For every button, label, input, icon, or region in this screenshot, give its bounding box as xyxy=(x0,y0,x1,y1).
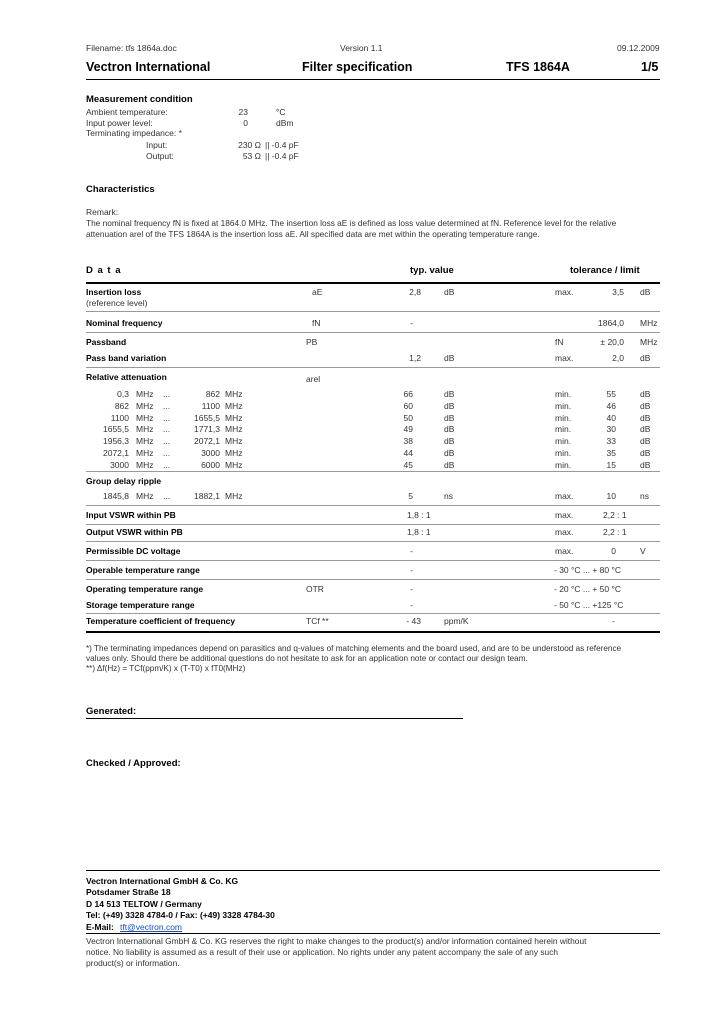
passvar-lim: 2,0 xyxy=(612,353,624,363)
measurement-title: Measurement condition xyxy=(86,94,193,105)
attenuation-u1: MHz xyxy=(136,412,154,423)
groupdelay-dots: ... xyxy=(163,491,171,501)
attenuation-u1: MHz xyxy=(136,448,154,458)
attenuation-lim: 15 xyxy=(606,459,616,470)
footer-company: Vectron International GmbH & Co. KG xyxy=(86,876,239,886)
dc-lim-unit: V xyxy=(640,546,646,556)
attenuation-u1: MHz xyxy=(136,389,154,399)
ambient-unit: °C xyxy=(276,107,286,117)
out-vswr-lim: 2,2 : 1 xyxy=(603,527,627,537)
attenuation-f1: 862 xyxy=(114,400,129,411)
row-rule xyxy=(86,613,660,614)
table-head-rule xyxy=(86,282,660,284)
insertion-label: Insertion loss xyxy=(86,287,142,297)
note-2: values only. Should there be additional questions do not hesitate to ask for an application note or contact our design team. xyxy=(86,654,528,663)
attenuation-lim-unit: dB xyxy=(640,459,651,470)
row-rule xyxy=(86,524,660,525)
tcf-lim: - xyxy=(612,616,615,626)
attenuation-kind: min. xyxy=(555,400,572,411)
attenuation-lim-unit: dB xyxy=(640,400,651,411)
dc-lim: 0 xyxy=(611,546,616,556)
dc-lim-kind: max. xyxy=(555,546,574,556)
footer-email-label: E-Mail: xyxy=(86,922,114,932)
passband-lim-unit: MHz xyxy=(640,337,658,347)
nominal-symbol: fN xyxy=(312,318,321,328)
attenuation-lim: 35 xyxy=(606,448,616,458)
attenuation-u2: MHz xyxy=(225,459,243,470)
passvar-typ-unit: dB xyxy=(444,353,455,363)
footer-phone: Tel: (+49) 3328 4784-0 / Fax: (+49) 3328 4784-30 xyxy=(86,910,275,920)
row-rule xyxy=(86,367,660,368)
attenuation-typ: 49 xyxy=(403,424,413,435)
insertion-lim: 3,5 xyxy=(612,287,624,297)
otr-label: Operating temperature range xyxy=(86,584,204,594)
storage-label: Storage temperature range xyxy=(86,600,195,610)
attenuation-typ-unit: dB xyxy=(444,400,455,411)
attenuation-f2: 1655,5 xyxy=(194,412,220,423)
attenuation-kind: min. xyxy=(555,389,572,399)
attenuation-f2: 2072,1 xyxy=(194,436,220,447)
row-rule xyxy=(86,560,660,561)
tcf-typ-unit: ppm/K xyxy=(444,616,469,626)
generated-label: Generated: xyxy=(86,706,137,717)
attenuation-f1: 0,3 xyxy=(117,389,129,399)
attenuation-u1: MHz xyxy=(136,400,154,411)
attenuation-kind: min. xyxy=(555,448,572,458)
attenuation-lim-unit: dB xyxy=(640,424,651,435)
table-head-typ: typ. value xyxy=(410,265,454,276)
attenuation-f2: 3000 xyxy=(201,448,220,458)
insertion-lim-unit: dB xyxy=(640,287,651,297)
attenuation-u2: MHz xyxy=(225,436,243,447)
op-range-label: Operable temperature range xyxy=(86,565,200,575)
attenuation-u1: MHz xyxy=(136,459,154,470)
remark-line-1: The nominal frequency fN is fixed at 1864.0 MHz. The insertion loss aE is defined as loss value determined at fN. Reference level for the relative xyxy=(86,218,617,228)
checked-label: Checked / Approved: xyxy=(86,758,181,769)
attenuation-u1: MHz xyxy=(136,436,154,447)
groupdelay-label: Group delay ripple xyxy=(86,476,162,486)
tcf-label: Temperature coefficient of frequency xyxy=(86,616,236,626)
passband-lim-kind: fN xyxy=(555,337,564,347)
groupdelay-lim-kind: max. xyxy=(555,491,574,501)
header-rule xyxy=(86,79,660,80)
insertion-typ-unit: dB xyxy=(444,287,455,297)
header-company: Vectron International xyxy=(86,60,211,74)
storage-typ: - xyxy=(410,600,413,610)
nominal-lim-unit: MHz xyxy=(640,318,658,328)
footer-rule xyxy=(86,870,660,871)
power-value: 0 xyxy=(243,118,248,128)
output-cap: || -0.4 pF xyxy=(265,151,299,161)
passband-lim: ± 20,0 xyxy=(600,337,624,347)
attenuation-u2: MHz xyxy=(225,424,243,435)
disclaimer-2: notice. No liability is assumed as a result of their use or application. No rights under any patent accompany the sale of any such xyxy=(86,947,559,957)
in-vswr-lim: 2,2 : 1 xyxy=(603,510,627,520)
attenuation-u2: MHz xyxy=(225,448,243,458)
attenuation-u2: MHz xyxy=(225,389,243,399)
groupdelay-f2: 1882,1 xyxy=(194,491,220,501)
disclaimer-1: Vectron International GmbH & Co. KG reserves the right to make changes to the product(s) and/or information contained herein without xyxy=(86,936,587,946)
characteristics-title: Characteristics xyxy=(86,184,155,195)
out-vswr-label: Output VSWR within PB xyxy=(86,527,183,537)
attenuation-lim: 30 xyxy=(606,424,616,435)
footer-street: Potsdamer Straße 18 xyxy=(86,887,171,897)
input-value: 230 Ω xyxy=(238,140,261,150)
groupdelay-u1: MHz xyxy=(136,491,154,501)
groupdelay-lim: 10 xyxy=(606,491,616,501)
header-date: 09.12.2009 xyxy=(617,43,660,53)
attenuation-lim-unit: dB xyxy=(640,389,651,399)
footer-rule-2 xyxy=(86,933,660,934)
row-rule xyxy=(86,332,660,333)
input-cap: || -0.4 pF xyxy=(265,140,299,150)
attenuation-dots: ... xyxy=(163,424,171,435)
attenuation-typ: 50 xyxy=(403,412,413,423)
header-doc-title: Filter specification xyxy=(302,60,413,74)
storage-lim: - 50 °C ... +125 °C xyxy=(554,600,624,610)
attenuation-typ-unit: dB xyxy=(444,424,455,435)
attenuation-typ: 66 xyxy=(403,389,413,399)
insertion-symbol: aE xyxy=(312,287,323,297)
otr-typ: - xyxy=(410,584,413,594)
dc-label: Permissible DC voltage xyxy=(86,546,181,556)
header-page: 1/5 xyxy=(641,60,659,74)
passvar-lim-unit: dB xyxy=(640,353,651,363)
attenuation-u2: MHz xyxy=(225,400,243,411)
in-vswr-label: Input VSWR within PB xyxy=(86,510,176,520)
attenuation-typ-unit: dB xyxy=(444,459,455,470)
header-filename: Filename: tfs 1864a.doc xyxy=(86,43,177,53)
attenuation-f2: 1100 xyxy=(201,400,220,411)
attenuation-typ: 44 xyxy=(403,448,413,458)
attenuation-f2: 6000 xyxy=(201,459,220,470)
output-label: Output: xyxy=(146,151,174,161)
attenuation-lim: 46 xyxy=(606,400,616,411)
attenuation-lim: 55 xyxy=(606,389,616,399)
groupdelay-f1: 1845,8 xyxy=(103,491,129,501)
attenuation-kind: min. xyxy=(555,424,572,435)
attenuation-lim-unit: dB xyxy=(640,412,651,423)
attenuation-dots: ... xyxy=(163,436,171,447)
term-label: Terminating impedance: * xyxy=(86,128,182,138)
table-head-data: D a t a xyxy=(86,265,122,276)
remark-label: Remark: xyxy=(86,207,119,217)
row-rule xyxy=(86,541,660,542)
attenuation-dots: ... xyxy=(163,448,171,458)
passvar-label: Pass band variation xyxy=(86,353,167,363)
passband-symbol: PB xyxy=(306,337,318,347)
disclaimer-3: product(s) or information. xyxy=(86,958,180,968)
table-end-rule xyxy=(86,631,660,633)
in-vswr-typ: 1,8 : 1 xyxy=(407,510,431,520)
relatt-symbol: arel xyxy=(306,374,321,384)
passvar-typ: 1,2 xyxy=(409,353,421,363)
attenuation-f2: 862 xyxy=(205,389,220,399)
out-vswr-lim-kind: max. xyxy=(555,527,574,537)
insertion-sub: (reference level) xyxy=(86,298,148,308)
generated-line xyxy=(86,718,463,719)
in-vswr-lim-kind: max. xyxy=(555,510,574,520)
note-3: **) Δf(Hz) = TCf(ppm/K) x (T-T0) x fT0(MHz) xyxy=(86,664,246,673)
otr-lim: - 20 °C ... + 50 °C xyxy=(554,584,622,594)
attenuation-kind: min. xyxy=(555,412,572,423)
op-range-lim: - 30 °C ... + 80 °C xyxy=(554,565,622,575)
out-vswr-typ: 1,8 : 1 xyxy=(407,527,431,537)
nominal-lim: 1864,0 xyxy=(598,318,624,328)
nominal-label: Nominal frequency xyxy=(86,318,163,328)
header-part: TFS 1864A xyxy=(506,60,570,74)
attenuation-dots: ... xyxy=(163,400,171,411)
output-value: 53 Ω xyxy=(242,151,261,161)
groupdelay-typ: 5 xyxy=(408,491,413,501)
attenuation-lim: 33 xyxy=(606,436,616,447)
attenuation-typ-unit: dB xyxy=(444,412,455,423)
groupdelay-u2: MHz xyxy=(225,491,243,501)
groupdelay-lim-unit: ns xyxy=(640,491,649,501)
op-range-typ: - xyxy=(410,565,413,575)
passvar-lim-kind: max. xyxy=(555,353,574,363)
attenuation-lim-unit: dB xyxy=(640,436,651,447)
attenuation-lim-unit: dB xyxy=(640,448,651,458)
attenuation-dots: ... xyxy=(163,389,171,399)
attenuation-f1: 1956,3 xyxy=(103,436,129,447)
footer-email-link[interactable]: tft@vectron.com xyxy=(120,922,183,932)
attenuation-kind: min. xyxy=(555,436,572,447)
nominal-typ: - xyxy=(410,318,413,328)
tcf-typ: - 43 xyxy=(406,616,421,626)
passband-label: Passband xyxy=(86,337,127,347)
attenuation-typ: 45 xyxy=(403,459,413,470)
attenuation-u2: MHz xyxy=(225,412,243,423)
remark-line-2: attenuation arel of the TFS 1864A is the insertion loss aE. All specified data are met within the operating temperature range. xyxy=(86,229,540,239)
power-unit: dBm xyxy=(276,118,294,128)
footer-city: D 14 513 TELTOW / Germany xyxy=(86,899,202,909)
groupdelay-typ-unit: ns xyxy=(444,491,453,501)
attenuation-dots: ... xyxy=(163,412,171,423)
note-1: *) The terminating impedances depend on parasitics and q-values of matching elements and the board used, and are to be understood as reference xyxy=(86,644,622,653)
attenuation-dots: ... xyxy=(163,459,171,470)
row-rule xyxy=(86,505,660,506)
attenuation-typ: 60 xyxy=(403,400,413,411)
attenuation-u1: MHz xyxy=(136,424,154,435)
attenuation-typ-unit: dB xyxy=(444,436,455,447)
header-version: Version 1.1 xyxy=(340,43,383,53)
relatt-label: Relative attenuation xyxy=(86,372,167,382)
row-rule xyxy=(86,471,660,472)
row-rule xyxy=(86,579,660,580)
table-head-tolerance: tolerance / limit xyxy=(570,265,640,276)
input-label: Input: xyxy=(146,140,168,150)
row-rule xyxy=(86,311,660,312)
attenuation-f1: 1655,5 xyxy=(103,424,129,435)
dc-typ: - xyxy=(410,546,413,556)
attenuation-f1: 2072,1 xyxy=(103,448,129,458)
attenuation-typ-unit: dB xyxy=(444,448,455,458)
attenuation-f1: 1100 xyxy=(110,412,129,423)
attenuation-lim: 40 xyxy=(606,412,616,423)
tcf-symbol: TCf ** xyxy=(306,616,329,626)
otr-symbol: OTR xyxy=(306,584,324,594)
power-label: Input power level: xyxy=(86,118,153,128)
attenuation-typ: 38 xyxy=(403,436,413,447)
ambient-value: 23 xyxy=(238,107,248,117)
insertion-typ: 2,8 xyxy=(409,287,421,297)
attenuation-typ-unit: dB xyxy=(444,389,455,399)
attenuation-f2: 1771,3 xyxy=(194,424,220,435)
attenuation-f1: 3000 xyxy=(110,459,129,470)
ambient-label: Ambient temperature: xyxy=(86,107,168,117)
attenuation-kind: min. xyxy=(555,459,572,470)
insertion-lim-kind: max. xyxy=(555,287,574,297)
